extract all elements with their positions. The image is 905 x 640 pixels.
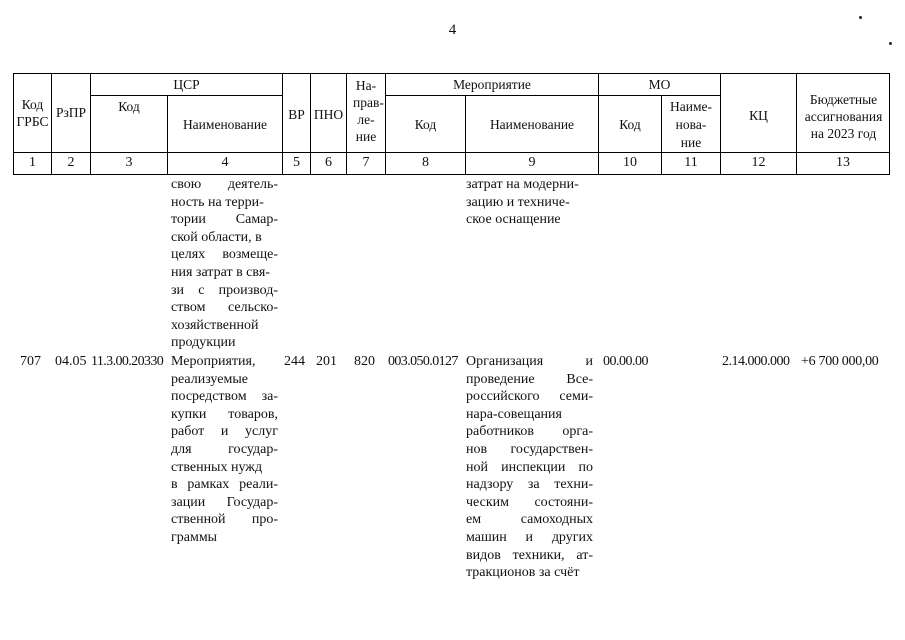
header-kod-grbs: Код ГРБС [16,97,49,129]
table-border-right [889,73,890,175]
text-line: проведение Все- [466,371,593,387]
column-number: 7 [362,155,370,170]
text-line: ственной про- [171,512,278,528]
number-row-bottom-rule [13,174,890,175]
continuation-mer-name [466,176,593,229]
header-mo-kod: Код [619,117,641,132]
header-budget: Бюджетные ассигнования на 2023 год [804,92,883,141]
cell-mo-kod: 00.00.00 [603,354,648,369]
column-number: 1 [29,155,36,170]
column-number: 3 [125,155,133,170]
text-line: зи с производ- [171,282,278,298]
text-line: работников орга- [466,424,593,440]
column-number: 12 [751,155,766,170]
header-mer-kod: Код [414,117,437,132]
text-line: видов техники, ат- [466,547,593,563]
column-number: 11 [684,155,698,170]
text-line: реализуемые [171,371,248,387]
group-header-divider [385,95,720,96]
header-kc: КЦ [749,108,768,123]
header-csr-group: ЦСР [173,77,200,92]
cell-budget: +6 700 000,00 [801,354,879,369]
cell-vr: 244 [284,354,305,369]
header-meropriyatie-group: Мероприятие [453,77,531,92]
cell-csr-kod: 11.3.00.20330 [91,354,164,369]
column-number: 6 [325,155,332,170]
header-bottom-rule [13,152,890,153]
text-line: в рамках реали- [171,477,278,493]
text-line: зацию и техниче- [466,194,570,210]
cell-napravlenie: 820 [354,354,375,369]
cell-csr-name [171,353,278,547]
cell-kc: 2.14.000.000 [722,354,790,369]
text-line: посредством за- [171,389,278,405]
text-line: тракционов за счёт [466,565,580,581]
text-line: ем самоходных [466,512,593,528]
text-line: зации Государ- [171,494,278,510]
column-number: 5 [293,155,300,170]
column-number: 2 [67,155,75,170]
text-line: машин и других [466,529,593,545]
header-mo-name: Наиме- нова- ние [670,99,712,150]
text-line: нов государствен- [466,441,593,457]
cell-rzpr: 04.05 [55,354,87,369]
text-line: нара-совещания [466,406,562,422]
text-line: ческим состояни- [466,494,593,510]
text-line: Организация и [466,354,593,369]
text-line: затрат на модерни- [466,177,579,192]
text-line: хозяйственной [171,317,259,333]
text-line: продукции [171,335,236,351]
cell-grbs: 707 [20,354,41,369]
column-number: 9 [528,155,536,170]
text-line: целях возмеще- [171,247,278,263]
column-number: 8 [422,155,429,170]
text-line: свою деятель- [171,177,278,192]
text-line: Мероприятия, [171,354,256,369]
text-line: ское оснащение [466,212,561,228]
text-line: ной инспекции по [466,459,593,475]
text-line: надзору за техни- [466,477,593,493]
scan-speck [889,42,892,45]
header-csr-name: Наименование [182,117,268,132]
page-number: 4 [448,22,457,38]
table-border-top [13,73,890,74]
scan-speck [859,16,862,19]
column-number: 4 [221,155,229,170]
column-number: 10 [623,155,637,170]
text-line: российского семи- [466,389,593,405]
cell-mer-name [466,353,593,582]
group-header-divider [90,95,282,96]
header-rzpr: РзПР [55,105,87,120]
text-line: ность на терри- [171,194,264,210]
header-vr: ВР [288,107,305,122]
text-line: работ и услуг [171,424,278,440]
text-line: тории Самар- [171,212,278,228]
header-csr-kod: Код [118,99,140,114]
cell-mer-kod: 003.050.0127 [388,354,458,369]
column-number: 13 [836,155,850,170]
text-line: для государ- [171,441,278,457]
header-pno: ПНО [313,107,344,122]
text-line: ской области, в [171,229,262,245]
text-line: купки товаров, [171,406,278,422]
text-line: ством сельско- [171,300,278,316]
header-mer-name: Наименование [489,117,575,132]
cell-pno: 201 [316,354,337,369]
text-line: ственных нужд [171,459,263,475]
header-napravlenie: На- прав- ле- ние [353,78,384,144]
continuation-csr-name [171,176,278,352]
text-line: ния затрат в свя- [171,264,270,280]
header-mo-group: МО [648,77,671,92]
text-line: граммы [171,529,218,545]
